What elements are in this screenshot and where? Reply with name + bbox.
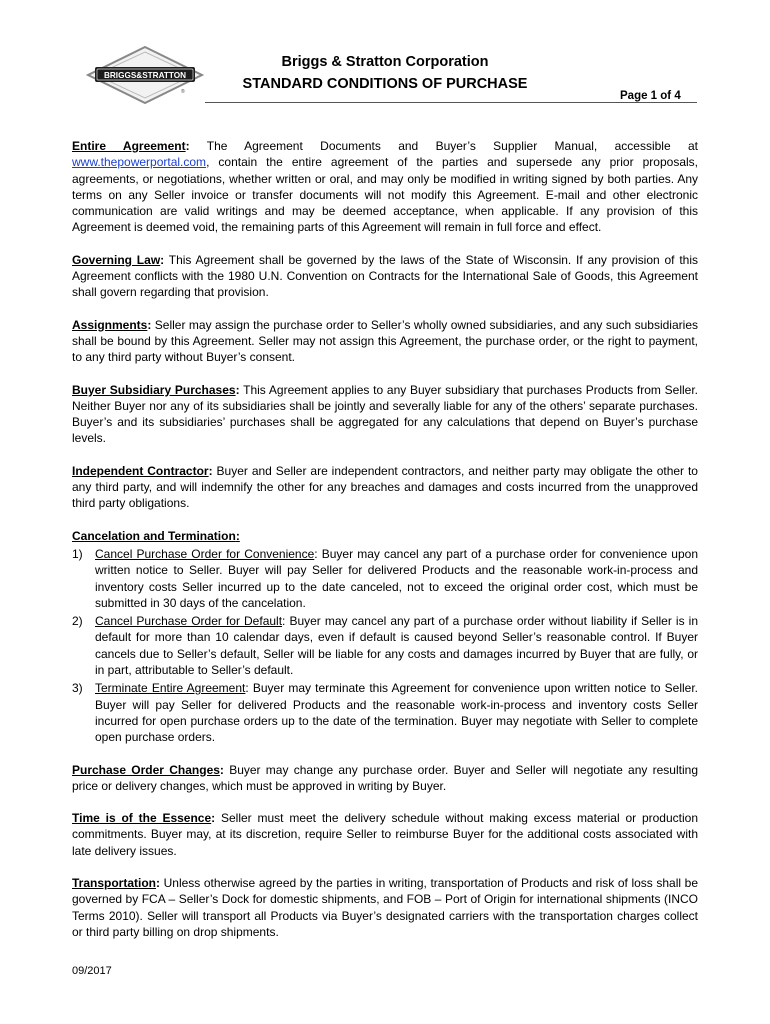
list-item-text: : Buyer may terminate this Agreement for convenience upon written notice to Seller. Buyer will pay Seller for delivered Products and the reasonable work-in-process and inventory costs Seller incurred for open purchase orders up to the date of the termination. Buyer may negotiate with Seller to complete open purchase orders. [95,681,698,745]
svg-text:®: ® [181,89,185,95]
section-heading: Transportation [72,875,157,890]
section-text: Buyer and Seller are independent contractors, and neither party may obligate the other to any third party, and will indemnify the other for any breaches and damages and costs incurred from the unapproved third party obligations. [72,463,698,511]
section-transportation: Transportation: Unless otherwise agreed by the parties in writing, transportation of Products and risk of loss shall be governed by FCA – Seller’s Dock for domestic shipments, and FOB – Port of Origin for international shipments (INCO Terms 2010). Seller will transport all Products via Buyer’s designated carriers with the transportation charges collect or third party billing on drop shipments. [72,875,698,939]
list-item-title: Cancel Purchase Order for Convenience [95,546,315,561]
section-time-essence: Time is of the Essence: Seller must meet the delivery schedule without making excess material or production commitments. Buyer may, at its discretion, require Seller to reimburse Buyer for the additional costs associated with late delivery issues. [72,811,698,858]
list-item-text: : Buyer may cancel any part of a purchase order for convenience upon written notice to Seller. Buyer will pay Seller for delivered Products and the reasonable work-in-process and inventory costs Seller incurred up to the date canceled, not to exceed the original order cost, which must be submitted in 30 days of the cancelation. [95,546,698,610]
section-text: Buyer may change any purchase order. Buyer and Seller will negotiate any resulting price or delivery changes, which must be approved in writing by Buyer. [72,762,698,793]
section-text: Unless otherwise agreed by the parties in writing, transportation of Products and risk of loss shall be governed by FCA – Seller’s Dock for domestic shipments, and FOB – Port of Origin for international shipments (INCO Terms 2010). Seller will transport all Products via Buyer’s designated carriers with the transportation charges collect or third party billing on drop shipments. [72,875,698,939]
list-item [72,613,698,678]
header-divider [205,102,697,103]
briggs-stratton-logo [86,46,204,104]
section-text: Seller must meet the delivery schedule without making excess material or production commitments. Buyer may, at its discretion, require Seller to reimburse Buyer for the additional costs associated with late delivery issues. [72,811,698,858]
footer-date: 09/2017 [72,965,112,977]
section-cancelation: Cancelation and Termination: [72,528,240,543]
section-heading: Entire Agreement [72,139,186,153]
section-independent-contractor: Independent Contractor: Buyer and Seller are independent contractors, and neither party may obligate the other to any third party, and will indemnify the other for any breaches and damages and costs incurred from the unapproved third party obligations. [72,463,698,511]
powerportal-link[interactable]: www.thepowerportal.com [72,155,207,170]
section-text: , contain the entire agreement of the parties and supersede any prior proposals, agreements, or negotiations, whether written or oral, and may only be modified in writing signed by both parties. Any terms on any Seller invoice or transfer documents will not modify this Agreement. E-mail and other electronic communication are valid writings and may be deemed acceptance, when applicable. If any provision of this Agreement is deemed void, the remaining parts of this Agreement will remain in full force and effect. [72,155,698,235]
logo-wordmark: BRIGGS&STRATTON [103,70,187,80]
list-item [72,680,698,745]
list-number: 2) [72,614,83,629]
section-heading: Buyer Subsidiary Purchases [72,382,236,397]
section-assignments: Assignments: Seller may assign the purchase order to Seller’s wholly owned subsidiaries, and any such subsidiaries shall be bound by this Agreement. Seller may not assign this Agreement, the purchase order, or the right to payment, to any third party without Buyer’s consent. [72,317,698,365]
section-heading: Independent Contractor [72,463,209,478]
list-item [72,546,698,611]
company-name: Briggs & Stratton Corporation [281,54,489,70]
list-number: 3) [72,681,83,696]
section-heading: Time is of the Essence [72,811,212,826]
cancelation-list [72,546,698,746]
list-item-title: Cancel Purchase Order for Default [95,614,283,629]
list-item-title: Terminate Entire Agreement [95,681,246,696]
section-heading: Assignments [72,317,148,332]
document-body [72,138,698,956]
section-heading: Purchase Order Changes [72,762,220,777]
section-heading: Governing Law [72,252,161,267]
section-buyer-subsidiary: Buyer Subsidiary Purchases: This Agreement applies to any Buyer subsidiary that purchases Products from Seller. Neither Buyer nor any of its subsidiaries shall be jointly and severally liable for any of the others’ separate purchases. Buyer’s and its subsidiaries’ purchases shall be aggregated for any calculations that depend on Buyer’s purchase levels. [72,382,698,446]
section-purchase-order-changes: Purchase Order Changes: Buyer may change any purchase order. Buyer and Seller will negotiate any resulting price or delivery changes, which must be approved in writing by Buyer. [72,762,698,793]
section-entire-agreement: Entire Agreement: The Agreement Documents and Buyer’s Supplier Manual, accessible at www.thepowerportal.com, contain the entire agreement of the parties and supersede any prior proposals, agreements, or negotiations, whether written or oral, and may only be modified in writing signed by both parties. Any terms on any Seller invoice or transfer documents will not modify this Agreement. E-mail and other electronic communication are valid writings and may be deemed acceptance, when applicable. If any provision of this Agreement is deemed void, the remaining parts of this Agreement will remain in full force and effect. [72,139,698,235]
list-item-text: : Buyer may cancel any part of a purchase order without liability if Seller is in default for more than 10 calendar days, even if default is caused beyond Seller’s reasonable control. If Buyer cancels due to Seller’s default, Seller will be liable for any costs and damages incurred by Buyer that are fully, or in part, attributable to Seller’s default. [95,614,698,678]
section-governing-law: Governing Law: This Agreement shall be governed by the laws of the State of Wisconsin. If any provision of this Agreement conflicts with the 1980 U.N. Convention on Contracts for the International Sale of Goods, this Agreement shall govern regarding that provision. [72,252,698,300]
page-number: Page 1 of 4 [620,90,681,102]
section-text: Seller may assign the purchase order to Seller’s wholly owned subsidiaries, and any such subsidiaries shall be bound by this Agreement. Seller may not assign this Agreement, the purchase order, or the right to payment, to any third party without Buyer’s consent. [72,317,698,365]
section-heading: Cancelation and Termination [72,528,236,543]
section-text: The Agreement Documents and Buyer’s Supplier Manual, accessible at [189,139,698,153]
list-number: 1) [72,546,83,561]
section-text: This Agreement applies to any Buyer subsidiary that purchases Products from Seller. Neither Buyer nor any of its subsidiaries shall be jointly and severally liable for any of the others’ separate purchases. Buyer’s and its subsidiaries’ purchases shall be aggregated for any calculations that depend on Buyer’s purchase levels. [72,382,698,446]
section-text: This Agreement shall be governed by the laws of the State of Wisconsin. If any provision of this Agreement conflicts with the 1980 U.N. Convention on Contracts for the International Sale of Goods, this Agreement shall govern regarding that provision. [72,252,698,300]
document-title: STANDARD CONDITIONS OF PURCHASE [242,76,528,92]
